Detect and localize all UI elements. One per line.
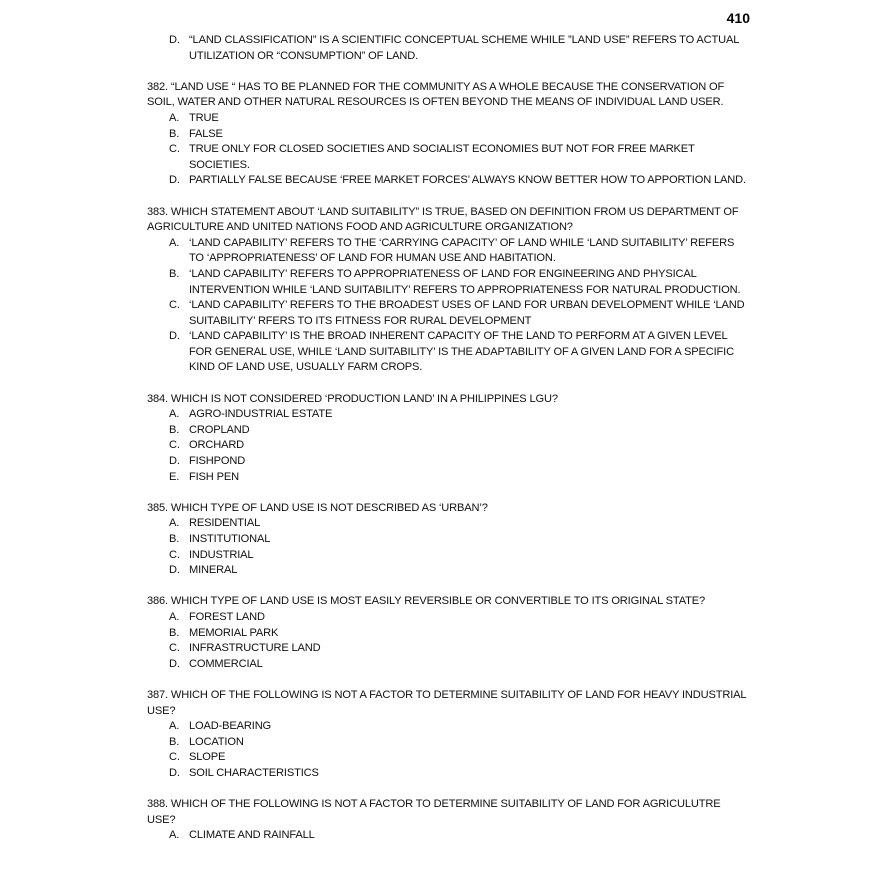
option-item bbox=[147, 236, 747, 267]
option-item bbox=[147, 407, 747, 423]
option-text: RESIDENTIAL bbox=[189, 517, 261, 530]
option-item bbox=[147, 563, 747, 579]
option-text: FOREST LAND bbox=[189, 610, 265, 623]
option-list bbox=[147, 236, 747, 376]
option-item bbox=[147, 111, 747, 127]
question-text: 383. WHICH STATEMENT ABOUT ‘LAND SUITABILITY” IS TRUE, BASED ON DEFINITION FROM US DEPARTMENT OF AGRICULTURE AND UNITED NATIONS FOOD AND AGRICULTURE ORGANIZATION? bbox=[147, 205, 739, 234]
option-item bbox=[147, 142, 747, 173]
option-letter: B. bbox=[169, 127, 180, 140]
option-text: MINERAL bbox=[189, 564, 238, 577]
option-letter: E. bbox=[169, 470, 180, 483]
option-item bbox=[147, 470, 747, 486]
option-text: TRUE bbox=[189, 111, 219, 124]
option-text: ‘LAND CAPABILITY’ IS THE BROAD INHERENT CAPACITY OF THE LAND TO PERFORM AT A GIVEN LEVEL FOR GENERAL USE, WHILE ‘LAND SUITABILITY’ IS THE ADAPTABILITY OF A GIVEN LAND FOR A SPECIFIC KIND OF LAND USE, USUALLY FARM CROPS. bbox=[189, 330, 734, 374]
option-letter: D. bbox=[169, 657, 180, 670]
option-letter: C. bbox=[169, 548, 180, 561]
option-text: TRUE ONLY FOR CLOSED SOCIETIES AND SOCIALIST ECONOMIES BUT NOT FOR FREE MARKET SOCIETIES. bbox=[189, 143, 695, 171]
option-item bbox=[147, 438, 747, 454]
option-text: INFRASTRUCTURE LAND bbox=[189, 642, 321, 655]
option-letter: A. bbox=[169, 517, 180, 530]
option-item bbox=[147, 532, 747, 548]
option-item bbox=[147, 267, 747, 298]
option-item bbox=[147, 173, 747, 189]
option-list bbox=[147, 111, 747, 189]
option-item bbox=[147, 423, 747, 439]
option-item bbox=[147, 828, 747, 844]
option-text: ‘LAND CAPABILITY’ REFERS TO APPROPRIATENESS OF LAND FOR ENGINEERING AND PHYSICAL INTERVENTION WHILE ‘LAND SUITABILITY’ REFERS TO APPROPRIATENESS FOR NATURAL PRODUCTION. bbox=[189, 267, 741, 296]
question-text: 382. “LAND USE “ HAS TO BE PLANNED FOR THE COMMUNITY AS A WHOLE BECAUSE THE CONSERVATION OF SOIL, WATER AND OTHER NATURAL RESOURCES IS OFTEN BEYOND THE MEANS OF INDIVIDUAL LAND USER. bbox=[147, 80, 725, 109]
option-letter: B. bbox=[169, 533, 180, 545]
option-item bbox=[147, 766, 747, 782]
option-text: CLIMATE AND RAINFALL bbox=[189, 829, 315, 842]
option-text: PARTIALLY FALSE BECAUSE ‘FREE MARKET FORCES’ ALWAYS KNOW BETTER HOW TO APPORTION LAND. bbox=[189, 174, 746, 187]
option-letter: D. bbox=[169, 564, 180, 577]
option-text: LOAD-BEARING bbox=[189, 720, 272, 733]
question-list bbox=[147, 80, 747, 844]
option-text: ORCHARD bbox=[189, 439, 245, 452]
question-3 bbox=[147, 501, 747, 579]
question-6 bbox=[147, 797, 747, 844]
question-text: 388. WHICH OF THE FOLLOWING IS NOT A FACTOR TO DETERMINE SUITABILITY OF LAND FOR AGRICULUTRE USE? bbox=[147, 798, 721, 826]
option-text: CROPLAND bbox=[189, 423, 250, 436]
option-item bbox=[147, 329, 747, 376]
question-text: 384. WHICH IS NOT CONSIDERED ‘PRODUCTION LAND’ IN A PHILIPPINES LGU? bbox=[147, 392, 558, 405]
option-item bbox=[147, 750, 747, 766]
option-item bbox=[147, 127, 747, 143]
question-text: 385. WHICH TYPE OF LAND USE IS NOT DESCRIBED AS ‘URBAN’? bbox=[147, 501, 488, 514]
option-text: COMMERCIAL bbox=[189, 657, 263, 670]
option-item bbox=[147, 516, 747, 532]
option-text: INDUSTRIAL bbox=[189, 548, 254, 561]
option-letter: C. bbox=[169, 143, 180, 156]
option-text: SOIL CHARACTERISTICS bbox=[189, 766, 319, 779]
option-letter: A. bbox=[169, 720, 180, 733]
option-text: SLOPE bbox=[189, 751, 226, 764]
option-text: LOCATION bbox=[189, 735, 244, 748]
option-letter: B. bbox=[169, 267, 180, 280]
option-list bbox=[147, 407, 747, 485]
option-text: “LAND CLASSIFICATION” IS A SCIENTIFIC CONCEPTUAL SCHEME WHILE ”LAND USE” REFERS TO ACTUAL UTILIZATION OR “CONSUMPTION” OF LAND. bbox=[189, 34, 739, 62]
option-letter: D. bbox=[169, 766, 180, 779]
option-text: FALSE bbox=[189, 127, 223, 140]
option-list bbox=[147, 516, 747, 578]
option-letter: A. bbox=[169, 111, 180, 124]
option-item bbox=[147, 548, 747, 564]
option-letter: C. bbox=[169, 751, 180, 764]
option-item bbox=[147, 298, 747, 329]
option-letter: C. bbox=[169, 642, 180, 655]
option-item bbox=[147, 610, 747, 626]
option-item bbox=[147, 454, 747, 470]
page-number: 410 bbox=[726, 10, 750, 26]
option-item bbox=[147, 626, 747, 642]
option-letter: D. bbox=[169, 455, 180, 468]
question-text: 386. WHICH TYPE OF LAND USE IS MOST EASILY REVERSIBLE OR CONVERTIBLE TO ITS ORIGINAL STATE? bbox=[147, 595, 706, 608]
option-item bbox=[147, 735, 747, 751]
option-text: ‘LAND CAPABILITY’ REFERS TO THE BROADEST USES OF LAND FOR URBAN DEVELOPMENT WHILE ‘LAND SUITABILITY’ RFERS TO ITS FITNESS FOR RURAL DEVELOPMENT bbox=[189, 299, 745, 327]
question-5 bbox=[147, 688, 747, 782]
option-item bbox=[147, 719, 747, 735]
document-body bbox=[147, 33, 747, 859]
option-list bbox=[147, 719, 747, 781]
option-text: INSTITUTIONAL bbox=[189, 533, 271, 545]
option-text: AGRO-INDUSTRIAL ESTATE bbox=[189, 408, 333, 421]
option-letter: C. bbox=[169, 299, 180, 312]
option-text: ‘LAND CAPABILITY’ REFERS TO THE ‘CARRYING CAPACITY’ OF LAND WHILE ‘LAND SUITABILITY’ REFERS TO ‘APPROPRIATENESS’ OF LAND FOR HUMAN USE AND HABITATION. bbox=[189, 236, 735, 265]
question-2 bbox=[147, 392, 747, 486]
option-letter: B. bbox=[169, 735, 180, 748]
option-letter: A. bbox=[169, 829, 180, 842]
option-item bbox=[147, 641, 747, 657]
option-list bbox=[147, 828, 747, 844]
option-letter: B. bbox=[169, 423, 180, 436]
question-1 bbox=[147, 205, 747, 377]
option-letter: B. bbox=[169, 626, 180, 639]
option-item bbox=[147, 657, 747, 673]
question-4 bbox=[147, 594, 747, 672]
option-letter: D. bbox=[169, 34, 180, 46]
question-text: 387. WHICH OF THE FOLLOWING IS NOT A FACTOR TO DETERMINE SUITABILITY OF LAND FOR HEAVY INDUSTRIAL USE? bbox=[147, 688, 747, 717]
question-0 bbox=[147, 80, 747, 189]
option-letter: D. bbox=[169, 330, 180, 343]
option-text: FISH PEN bbox=[189, 470, 239, 483]
option-letter: A. bbox=[169, 236, 180, 249]
option-letter: D. bbox=[169, 174, 180, 187]
option-letter: A. bbox=[169, 408, 180, 421]
option-text: MEMORIAL PARK bbox=[189, 626, 279, 639]
continued-option bbox=[147, 33, 747, 64]
option-list bbox=[147, 610, 747, 672]
option-text: FISHPOND bbox=[189, 455, 246, 468]
option-letter: C. bbox=[169, 439, 180, 452]
option-letter: A. bbox=[169, 610, 180, 623]
